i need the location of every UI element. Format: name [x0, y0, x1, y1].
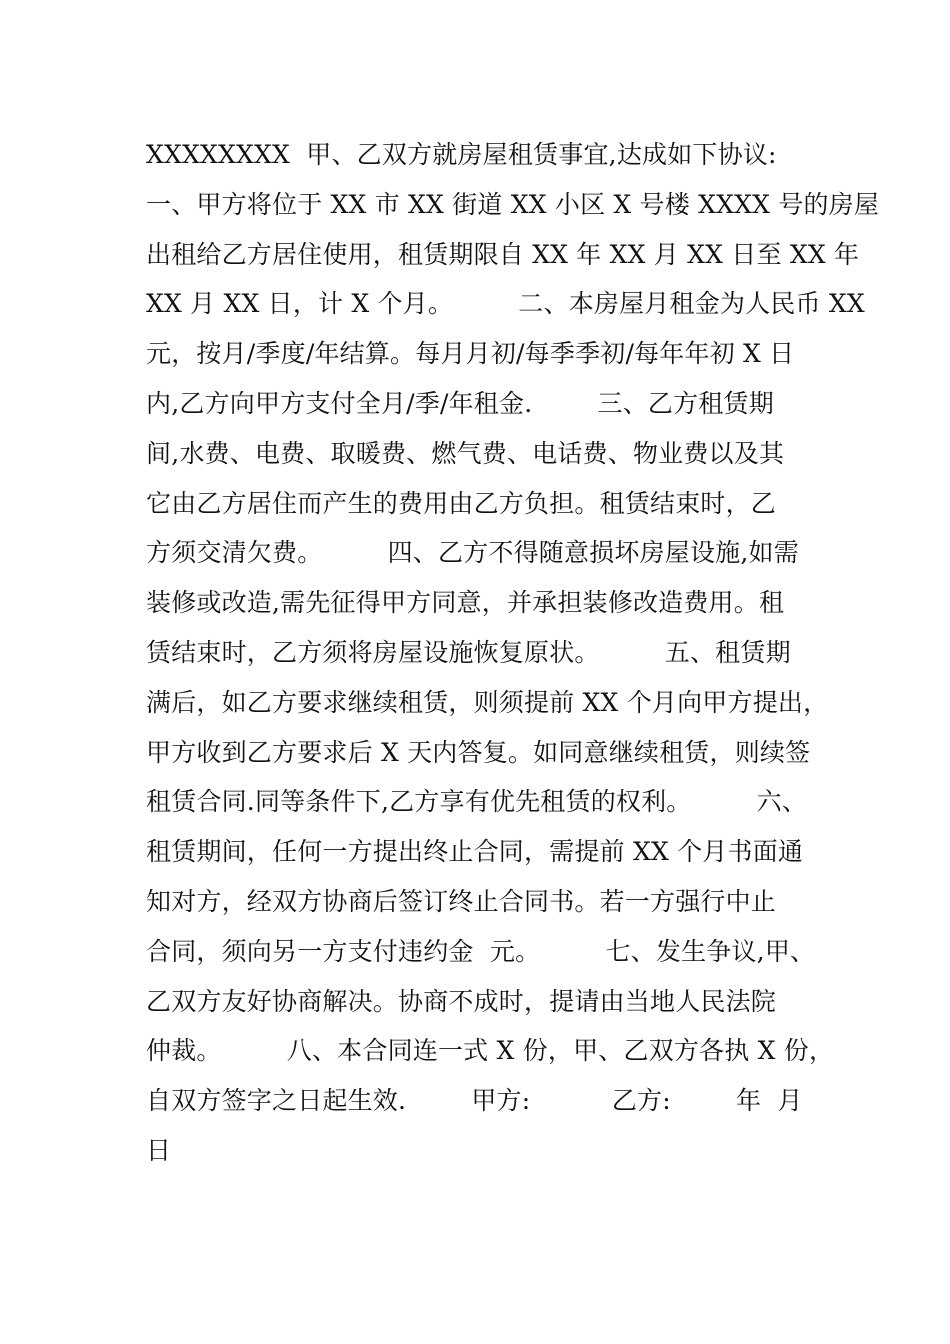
text-line: 它由乙方居住而产生的费用由乙方负担。租赁结束时，乙 [146, 488, 777, 518]
text-line: 满后，如乙方要求继续租赁，则须提前 XX 个月向甲方提出， [146, 687, 829, 717]
text-line: 一、甲方将位于 XX 市 XX 街道 XX 小区 X 号楼 XXXX 号的房屋 [146, 189, 880, 219]
text-line: 赁结束时，乙方须将房屋设施恢复原状。 五、租赁期 [146, 637, 791, 667]
text-line: 出租给乙方居住使用，租赁期限自 XX 年 XX 月 XX 日至 XX 年 [146, 239, 860, 269]
text-line: 租赁期间，任何一方提出终止合同，需提前 XX 个月书面通 [146, 837, 804, 867]
text-line: XX 月 XX 日，计 X 个月。 二、本房屋月租金为人民币 XX [146, 289, 865, 319]
contract-body [146, 130, 880, 1176]
text-line: 甲方收到乙方要求后 X 天内答复。如同意继续租赁，则续签 [146, 737, 811, 767]
text-line: 元，按月/季度/年结算。每月月初/每季季初/每年年初 X 日 [146, 339, 795, 369]
text-line: 内,乙方向甲方支付全月/季/年租金. 三、乙方租赁期 [146, 388, 774, 418]
text-line: 知对方，经双方协商后签订终止合同书。若一方强行中止 [146, 886, 777, 916]
signature-line: 自双方签字之日起生效. 甲方: 乙方: 年 月 [146, 1086, 803, 1116]
text-line: 装修或改造,需先征得甲方同意，并承担装修改造费用。租 [146, 588, 785, 618]
text-line: 租赁合同.同等条件下,乙方享有优先租赁的权利。 六、 [146, 787, 808, 817]
text-line: 方须交清欠费。 四、乙方不得随意损坏房屋设施,如需 [146, 538, 799, 568]
text-line: 合同，须向另一方支付违约金 元。 七、发生争议,甲、 [146, 936, 816, 966]
date-line: 日 [146, 1135, 172, 1165]
text-line: 仲裁。 八、本合同连一式 X 份，甲、乙双方各执 X 份， [146, 1036, 835, 1066]
text-line: 乙双方友好协商解决。协商不成时，提请由当地人民法院 [146, 986, 777, 1016]
text-line: XXXXXXXX 甲、乙双方就房屋租赁事宜,达成如下协议: [146, 140, 777, 169]
text-line: 间,水费、电费、取暖费、燃气费、电话费、物业费以及其 [146, 438, 785, 468]
